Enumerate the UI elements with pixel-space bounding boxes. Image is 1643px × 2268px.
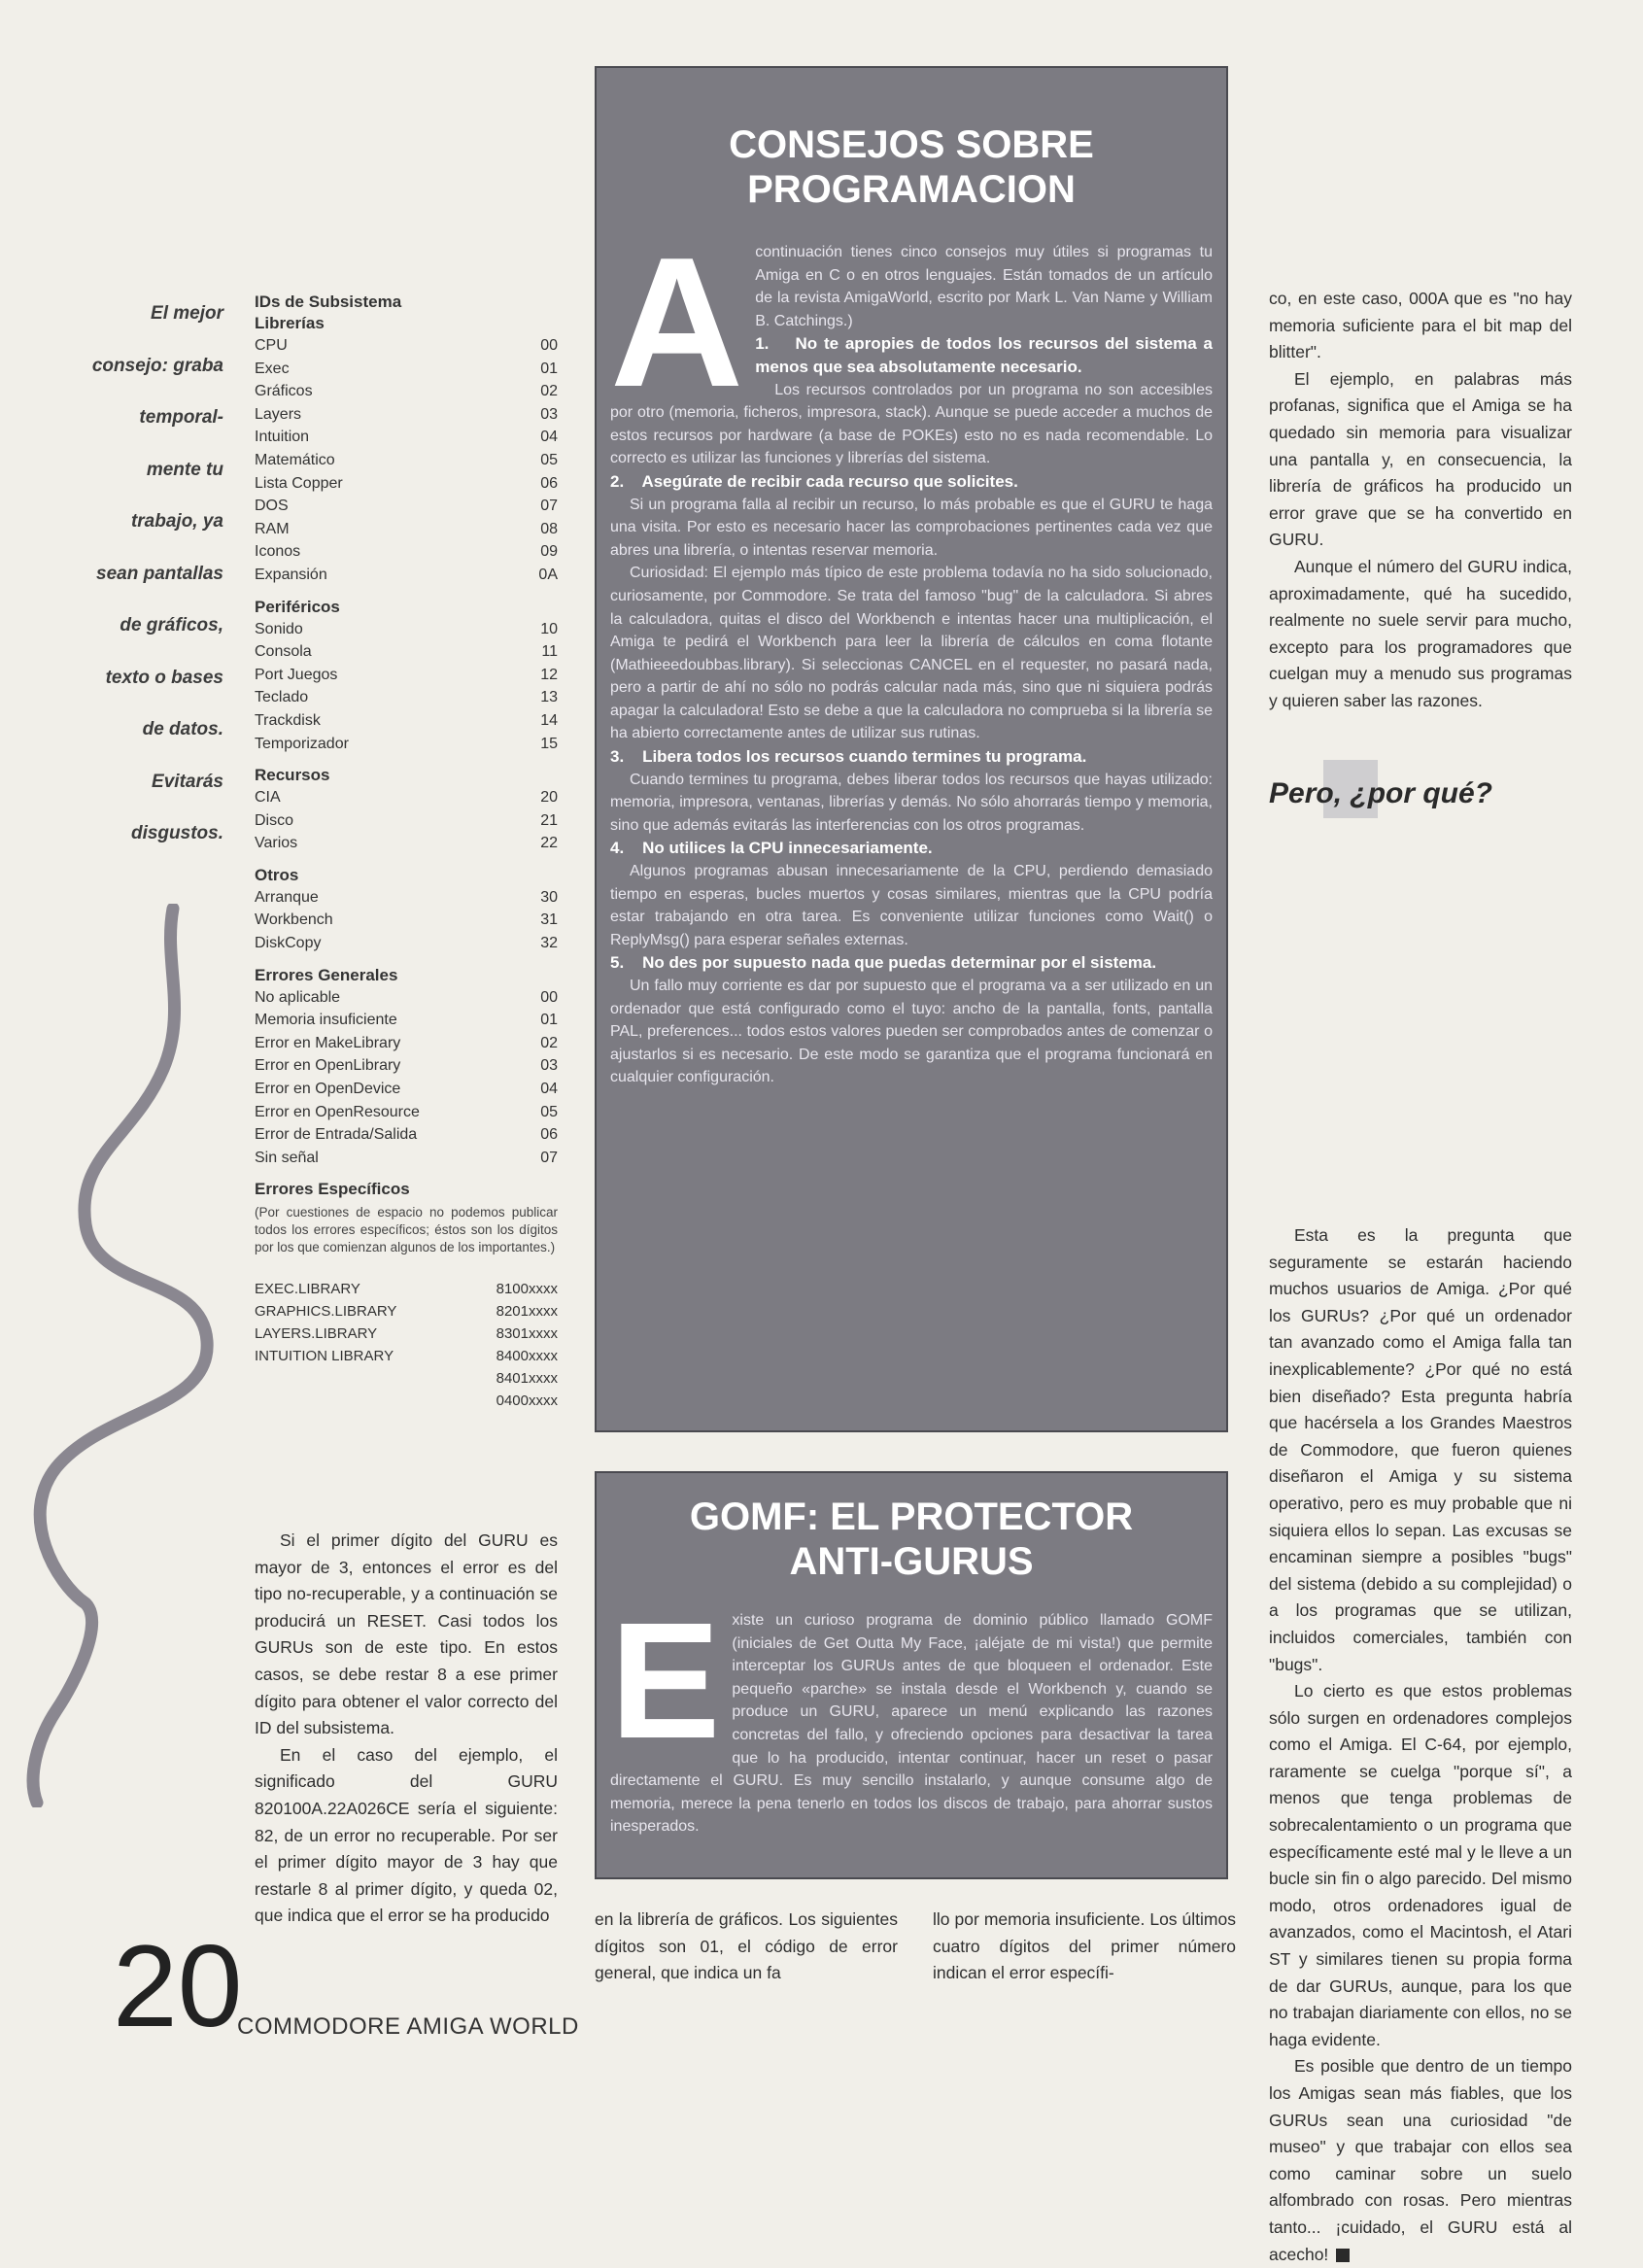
- library-row: [255, 1323, 558, 1345]
- ids-row: [255, 1078, 558, 1101]
- library-code: 8301xxxx: [496, 1325, 558, 1343]
- body-column-right-top: [1269, 286, 1572, 715]
- library-row: [255, 1300, 558, 1323]
- ids-row: [255, 426, 558, 449]
- tip-paragraph: Si un programa falla al recibir un recurso, lo más probable es que el GURU te haga una visita. Por esto es necesario hacer las comprobaciones pertinentes cada vez que abres una librería, o intentas reservar memoria.: [610, 496, 1213, 559]
- tip-title: 2. Asegúrate de recibir cada recurso que solicites.: [610, 471, 1018, 491]
- ids-code: 04: [540, 429, 558, 446]
- ids-name: Intuition: [255, 429, 310, 446]
- ids-section-title: Librerías: [255, 314, 325, 332]
- pull-quote-line: trabajo, ya: [130, 511, 223, 532]
- ids-name: Memoria insuficiente: [255, 1012, 397, 1029]
- ids-name: Varios: [255, 835, 298, 852]
- ids-row: [255, 495, 558, 518]
- ids-code: 05: [540, 451, 558, 468]
- library-row: [255, 1390, 558, 1412]
- ids-row: [255, 1101, 558, 1124]
- paragraph: El ejemplo, en palabras más profanas, significa que el Amiga se ha quedado sin memoria para visualizar una pantalla y, en consecuencia, la librería de gráficos ha producido un error grave que se ha convertido en GURU.: [1269, 368, 1572, 550]
- ids-code: 08: [540, 520, 558, 537]
- ids-row: [255, 472, 558, 496]
- ids-name: Sin señal: [255, 1149, 319, 1166]
- ids-section-title: Errores Generales: [255, 965, 398, 984]
- paragraph: Es posible que dentro de un tiempo los Amigas sean más fiables, que los GURUs sean una curiosidad "de museo" y que trabajar con ellos sea como caminar sobre un suelo alfombrado con rosas. Pero mientras tanto... ¡cuidado, el GURU está al acecho!: [1269, 2056, 1572, 2264]
- ids-row: [255, 932, 558, 955]
- paragraph: En el caso del ejemplo, el significado del GURU 820100A.22A026CE sería el siguiente: 82, de un error no recuperable. Por ser el primer dígito mayor de 3 hay que restarle 8 al primer dígito, y queda 02, que indica que el error se ha producido: [255, 1744, 558, 1926]
- library-code: 0400xxxx: [496, 1392, 558, 1410]
- ids-name: Port Juegos: [255, 666, 338, 683]
- ids-row: [255, 564, 558, 587]
- ids-name: Expansión: [255, 566, 327, 583]
- ids-code: 01: [540, 360, 558, 377]
- box-title-line1: GOMF: EL PROTECTOR: [689, 1495, 1134, 1538]
- pull-quote-line: sean pantallas: [96, 563, 223, 584]
- box-text: [610, 220, 1217, 1089]
- ids-row: [255, 1147, 558, 1170]
- tip-paragraph: Cuando termines tu programa, debes liberar todos los recursos que hayas utilizado: memoria, impresora, ventanas, librerías y demás. No sólo ahorrarás tiempo y memoria, sino que además evitarás las interferencias con los otros programas.: [610, 771, 1213, 834]
- ids-code: 02: [540, 1034, 558, 1051]
- ids-row: [255, 709, 558, 733]
- section-gap: [255, 955, 558, 965]
- tip-paragraph: Los recursos controlados por un programa no son accesibles por otro (memoria, ficheros, impresora, stack). Aunque se puede acceder a muchos de estos recursos por hardware (a base de POKEs) esto no es nada recomendable. Lo correcto es utilizar las funciones y librerías del sistema.: [610, 381, 1213, 467]
- pull-quote-line: temporal-: [139, 407, 223, 428]
- ids-name: Error de Entrada/Salida: [255, 1126, 418, 1144]
- ids-code: 00: [540, 988, 558, 1006]
- ids-name: No aplicable: [255, 988, 341, 1006]
- ids-row: [255, 640, 558, 664]
- ids-row: [255, 358, 558, 381]
- ids-code: 03: [540, 1057, 558, 1075]
- pull-quote-line: texto o bases: [105, 667, 223, 688]
- library-code: 8100xxxx: [496, 1281, 558, 1298]
- ids-code: 04: [540, 1081, 558, 1098]
- box-intro: continuación tienes cinco consejos muy útiles si programas tu Amiga en C o en otros lenguajes. Están tomados de un artículo de la revista AmigaWorld, escrito por Mark L. Van Name y William B. Catchings.): [755, 244, 1213, 329]
- ids-code: 02: [540, 383, 558, 400]
- ids-name: Trackdisk: [255, 711, 321, 729]
- ids-row: [255, 334, 558, 358]
- library-codes: [255, 1278, 558, 1412]
- ids-code: 22: [540, 835, 558, 852]
- ids-code: 30: [540, 888, 558, 906]
- paragraph: Aunque el número del GURU indica, aproximadamente, qué ha sucedido, realmente no suele servir para mucho, excepto para los programadores que cuelgan muy a menudo sus programas y quieren saber las razones.: [1269, 556, 1572, 710]
- tip-paragraph: Un fallo muy corriente es dar por supuesto que el programa va a ser utilizado en un ordenador que está configurado como el tuyo: ancho de la pantalla, fonts, pantalla PAL, preferences... todos estos valores pueden ser comprobados antes de comenzar o ajustarlos si es necesario. De este modo se garantiza que el programa funcionará en cualquier configuración.: [610, 978, 1213, 1086]
- ids-row: [255, 1054, 558, 1078]
- ids-code: 11: [541, 643, 558, 661]
- ids-code: 05: [540, 1103, 558, 1120]
- section-gap: [255, 587, 558, 597]
- paragraph: co, en este caso, 000A que es "no hay memoria suficiente para el bit map del blitter".: [1269, 289, 1572, 362]
- ids-section-title: Recursos: [255, 766, 330, 785]
- magazine-name: COMMODORE AMIGA WORLD: [237, 2013, 579, 2040]
- ids-name: Layers: [255, 405, 302, 423]
- section-gap: [255, 755, 558, 765]
- ids-row: [255, 1032, 558, 1055]
- ids-row: [255, 786, 558, 809]
- ids-code: 00: [540, 337, 558, 354]
- library-name: EXEC.LIBRARY: [255, 1281, 360, 1298]
- ids-name: Sonido: [255, 620, 303, 637]
- ids-code: 03: [540, 405, 558, 423]
- ids-code: 32: [540, 935, 558, 952]
- ids-name: DOS: [255, 498, 289, 515]
- ids-row: [255, 886, 558, 910]
- ids-row: [255, 832, 558, 855]
- library-row: [255, 1367, 558, 1390]
- paragraph: Si el primer dígito del GURU es mayor de 3, entonces el error es del tipo no-recuperable, y a continuación se producirá un RESET. Casi todos los GURUs son de este tipo. En estos casos, se debe restar 8 a ese primer dígito para obtener el valor correcto del ID del subsistema.: [255, 1530, 558, 1738]
- end-mark: [1336, 2249, 1350, 2262]
- ids-name: Disco: [255, 811, 294, 829]
- ids-name: Teclado: [255, 689, 309, 706]
- ids-name: Error en OpenLibrary: [255, 1057, 401, 1075]
- decorative-squiggle: [17, 904, 231, 1807]
- ids-code: 15: [540, 735, 558, 752]
- library-name: GRAPHICS.LIBRARY: [255, 1303, 397, 1321]
- pull-quote-line: Evitarás: [152, 771, 223, 792]
- ids-row: [255, 809, 558, 833]
- ids-row: [255, 518, 558, 541]
- ids-row: [255, 540, 558, 564]
- paragraph: Esta es la pregunta que seguramente se estarán haciendo muchos usuarios de Amiga. ¿Por qué los GURUs? ¿Por qué un ordenador tan avanzado como el Amiga falla tan inexplicablemente? ¿Por qué no está bien diseñado? Esta pregunta habría que hacérsela a los Grandes Maestros de Commodore, que fueron quienes diseñaron el Amiga y su sistema operativo, pero es muy probable que ni siquiera ellos lo sepan. Las excusas se encaminan siempre a posibles "bugs" del sistema (debido a su complejidad) o a los programas que se utilizan, incluidos comerciales, también con "bugs".: [1269, 1225, 1572, 1674]
- pull-quote-line: de datos.: [142, 719, 223, 739]
- library-code: 8401xxxx: [496, 1370, 558, 1388]
- pull-quote-line: de gráficos,: [120, 615, 223, 636]
- library-row: [255, 1278, 558, 1300]
- ids-name: DiskCopy: [255, 935, 322, 952]
- gomf-box: [595, 1471, 1228, 1879]
- ids-name: CPU: [255, 337, 288, 354]
- library-code: 8201xxxx: [496, 1303, 558, 1321]
- tip-paragraph: Algunos programas abusan innecesariamente de la CPU, perdiendo demasiado tiempo en esperas, bucles muertos y cosas similares, mientras que la CPU podría estar trabajando en otra tarea. Es conveniente utilizar funciones como Wait() o ReplyMsg() para esperar señales externas.: [610, 863, 1213, 948]
- library-name: INTUITION LIBRARY: [255, 1348, 394, 1365]
- ids-code: 09: [540, 543, 558, 561]
- gomf-text: xiste un curioso programa de dominio público llamado GOMF (iniciales de Get Outta My Face, ¡aléjate de mi vista!) que permite interceptar los GURUs antes de que bloqueen el ordenador. Este pequeño «parche» se instala desde el Workbench y, cuando se produce un GURU, aparece un menú explicando las razones concretas del fallo, y ofreciendo opciones para desactivar la tarea que lo ha producido, intentar continuar, hacer un reset o pasar directamente el GURU. Es muy sencillo instalarlo, y aunque consume algo de memoria, merece la pena tenerlo en todos los discos de trabajo, para ahorrar sustos inesperados.: [610, 1612, 1213, 1836]
- ids-code: 06: [540, 1126, 558, 1144]
- body-column-middle-b: llo por memoria insuficiente. Los últimos cuatro dígitos del primer número indican el error específi-: [933, 1909, 1236, 1983]
- ids-code: 10: [540, 620, 558, 637]
- box-text: [610, 1589, 1213, 1838]
- ids-name: Gráficos: [255, 383, 313, 400]
- ids-code: 01: [540, 1012, 558, 1029]
- ids-row: [255, 909, 558, 932]
- tip-paragraph: Curiosidad: El ejemplo más típico de este problema todavía no ha sido solucionado, curiosamente, por Commodore. Se trata del famoso "bug" de la calculadora. Si abres la calculadora, quitas el disco del Workbench e intentas hacer una multiplicación, el Amiga te pedirá el Workbench para leer la librería de cálculos en coma flotante (Mathieeedoubbas.library). Si seleccionas CANCEL en el requester, no pasará nada, pero a partir de ahí no sólo no podrás calcular nada más, sino que ni siquiera podrás apagar la calculadora! Esto se debe a que la calculadora no comprueba si la librería se ha abierto correctamente antes de utilizar sus rutinas.: [610, 565, 1213, 742]
- ids-name: Exec: [255, 360, 290, 377]
- tip-title: 1. No te apropies de todos los recursos del sistema a menos que sea absolutamente necesario.: [755, 334, 1217, 376]
- library-row: [255, 1345, 558, 1367]
- pull-quote-line: disgustos.: [130, 823, 223, 843]
- ids-row: [255, 1123, 558, 1147]
- ids-name: Error en OpenResource: [255, 1103, 420, 1120]
- ids-code: 12: [540, 666, 558, 683]
- ids-row: [255, 686, 558, 709]
- ids-row: [255, 380, 558, 403]
- body-column-right: [1269, 1222, 1572, 2268]
- ids-code: 07: [540, 1149, 558, 1166]
- specific-errors-title: Errores Específicos: [255, 1180, 410, 1199]
- library-code: 8400xxxx: [496, 1348, 558, 1365]
- ids-code: 07: [540, 498, 558, 515]
- ids-row: [255, 1009, 558, 1032]
- page-number: 20: [113, 1921, 243, 2051]
- ids-code: 20: [540, 789, 558, 807]
- programming-tips-box: [595, 66, 1228, 1432]
- body-column-middle-a: en la librería de gráficos. Los siguientes dígitos son 01, el código de error general, que indica un fa: [595, 1909, 898, 1983]
- ids-code: 21: [540, 811, 558, 829]
- ids-name: Lista Copper: [255, 474, 343, 492]
- subsystem-ids-table: [255, 292, 558, 1412]
- pull-quote-line: mente tu: [146, 459, 223, 480]
- ids-row: [255, 618, 558, 641]
- ids-name: Temporizador: [255, 735, 349, 752]
- pull-quote-line: consejo: graba: [91, 355, 223, 376]
- ids-code: 06: [540, 474, 558, 492]
- ids-name: CIA: [255, 789, 281, 807]
- tips-list: [610, 332, 1217, 1089]
- ids-row: [255, 986, 558, 1010]
- ids-sections: [255, 313, 558, 1169]
- ids-section-title: Otros: [255, 865, 299, 884]
- section-gap: [255, 855, 558, 865]
- ids-name: Consola: [255, 643, 312, 661]
- ids-name: Workbench: [255, 911, 333, 929]
- paragraph: Lo cierto es que estos problemas sólo surgen en ordenadores complejos como el Amiga. El C-64, por ejemplo, raramente se cuelga "porque sí", a menos que tenga problemas de sobrecalentamiento o un programa que específicamente esté mal y le lleve a un bucle sin fin o algo parecido. Del mismo modo, otros ordenadores igual de avanzados, como el Macintosh, el Atari ST y similares tienen su propia forma de dar GURUs, aunque, para los que no trabajan diariamente con ellos, no se haga evidente.: [1269, 1681, 1572, 2049]
- specific-errors-note: (Por cuestiones de espacio no podemos publicar todos los errores específicos; éstos son los dígitos por los que comienzan algunos de los importantes.): [255, 1205, 558, 1255]
- ids-name: Matemático: [255, 451, 335, 468]
- ids-row: [255, 664, 558, 687]
- tip-title: 5. No des por supuesto nada que puedas determinar por el sistema.: [610, 953, 1157, 973]
- library-name: LAYERS.LIBRARY: [255, 1325, 378, 1343]
- pull-quote: [39, 288, 223, 860]
- ids-name: Error en MakeLibrary: [255, 1034, 401, 1051]
- ids-code: 0A: [538, 566, 558, 583]
- pull-quote-line: El mejor: [151, 303, 223, 324]
- tip-title: 3. Libera todos los recursos cuando termines tu programa.: [610, 747, 1087, 767]
- ids-code: 14: [540, 711, 558, 729]
- ids-name: RAM: [255, 520, 290, 537]
- ids-code: 13: [540, 689, 558, 706]
- ids-name: Error en OpenDevice: [255, 1081, 401, 1098]
- section-subheading: Pero, ¿por qué?: [1269, 777, 1493, 809]
- ids-row: [255, 733, 558, 756]
- drop-cap: A: [610, 220, 744, 426]
- ids-row: [255, 449, 558, 472]
- ids-name: Iconos: [255, 543, 301, 561]
- box-title-line2: ANTI-GURUS: [789, 1540, 1034, 1583]
- drop-cap: E: [610, 1589, 721, 1773]
- ids-name: Arranque: [255, 888, 319, 906]
- body-column-left: [255, 1528, 558, 1930]
- ids-row: [255, 403, 558, 427]
- box-title: CONSEJOS SOBRE PROGRAMACION: [729, 123, 1094, 211]
- ids-title: IDs de Subsistema: [255, 292, 402, 311]
- ids-section-title: Periféricos: [255, 597, 340, 616]
- ids-code: 31: [540, 911, 558, 929]
- tip-title: 4. No utilices la CPU innecesariamente.: [610, 839, 933, 858]
